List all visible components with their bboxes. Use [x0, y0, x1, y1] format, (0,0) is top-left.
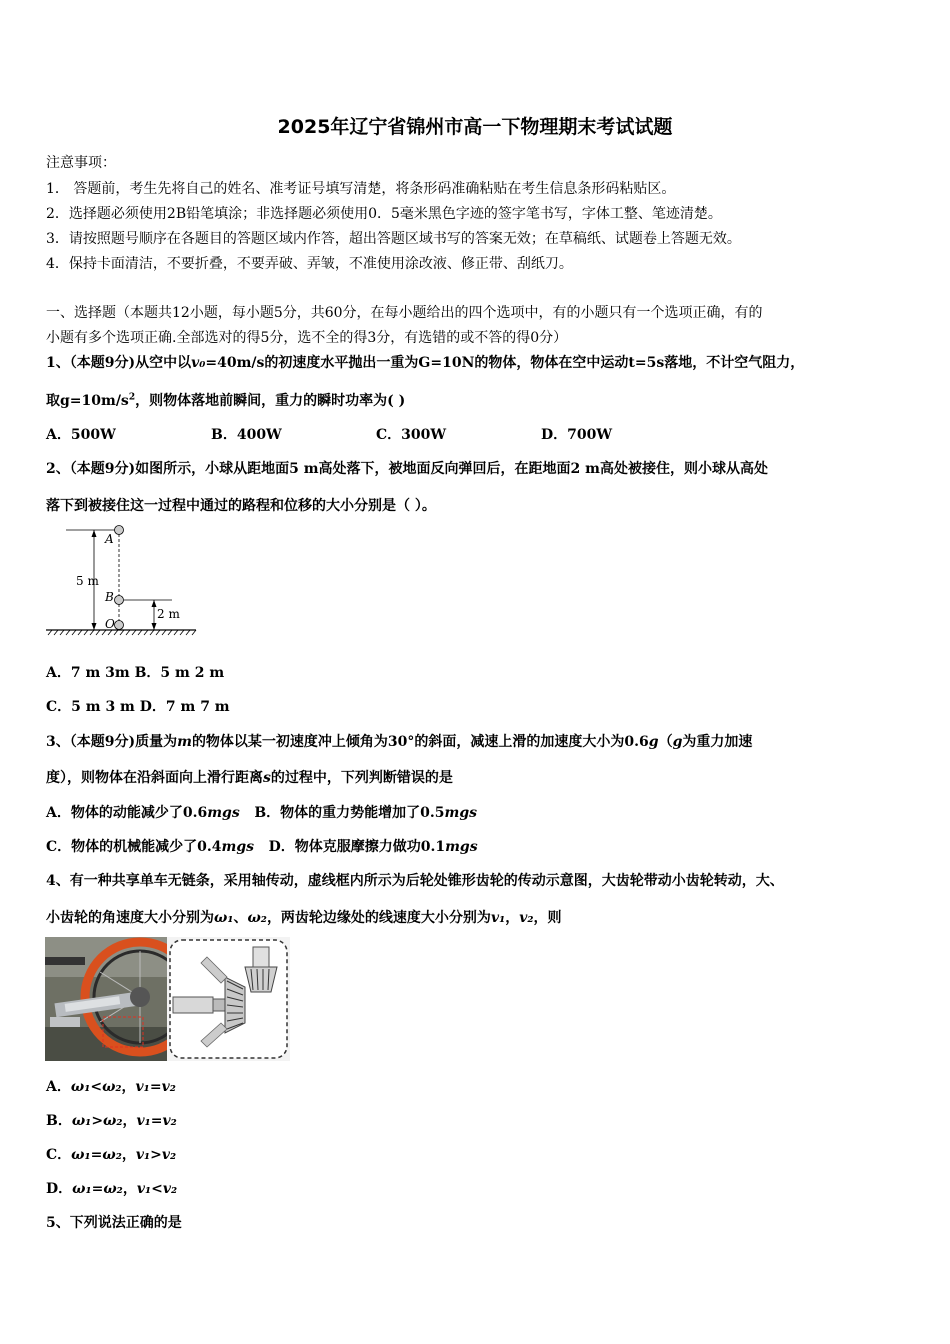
q3-option-c-var: mgs: [221, 839, 254, 855]
q2-options-row-1[interactable]: A．7 m 3m B．5 m 2 m: [46, 665, 225, 681]
notice-item-1: 1． 答题前，考生先将自己的姓名、准考证号填写清楚，将条形码准确粘贴在考生信息条形码粘贴区。: [46, 181, 676, 197]
q1-v0: v₀: [191, 355, 206, 371]
q3-option-a-var: mgs: [207, 805, 240, 821]
q4-option-a-v1: v₁: [135, 1079, 150, 1095]
q4-option-d-w2: ω₂: [103, 1181, 123, 1197]
q4-v2: v₂: [519, 910, 534, 926]
q3-line-1: [46, 731, 752, 751]
q4-option-a[interactable]: [46, 1076, 176, 1096]
q4-option-b-w1: ω₁: [71, 1113, 92, 1129]
q3-option-c-text: C．物体的机械能减少了0.4: [46, 839, 222, 855]
q4-option-a-v2: v₂: [161, 1079, 176, 1095]
q3-options-row-2: [46, 836, 478, 856]
q4-line-2: [46, 907, 562, 927]
q4-option-b-v1: v₁: [136, 1113, 151, 1129]
q2-line-1: 2、（本题9分)如图所示，小球从距地面5 m高处落下，被地面反向弹回后，在距地面2 m高处被接住，则小球从高处: [46, 461, 768, 477]
q3-text-d: 为重力加速: [682, 734, 753, 750]
notice-item-3: 3．请按照题号顺序在各题目的答题区域内作答，超出答题区域书写的答案无效；在草稿纸、试题卷上答题无效。: [46, 231, 741, 247]
q4-option-c-rel2: >: [150, 1147, 162, 1163]
q3-text-a: 3、（本题9分)质量为: [46, 734, 178, 750]
q1-options: [46, 424, 612, 444]
q2-label-o: O: [105, 617, 115, 631]
q3-var-g1: g: [648, 734, 659, 750]
q3-var-m: m: [177, 734, 192, 750]
q2-label-2m: 2 m: [157, 607, 180, 621]
q4-option-d-letter: D．: [46, 1181, 73, 1197]
section-intro-line-1: 一、选择题（本题共12小题，每小题5分，共60分，在每小题给出的四个选项中，有的小题只有一个选项正确，有的: [46, 305, 763, 321]
q4-option-b-rel1: >: [91, 1113, 104, 1129]
q1-text-c: 取g=10m/s: [46, 393, 129, 409]
q4-line-1: 4、有一种共享单车无链条，采用轴传动，虚线框内所示为后轮处锥形齿轮的传动示意图，大齿轮带动小齿轮转动，大、: [46, 873, 784, 889]
q1-option-a[interactable]: A．500W: [46, 427, 116, 443]
q4-option-c[interactable]: [46, 1144, 176, 1164]
q1-text-b: =40m/s的初速度水平抛出一重为G=10N的物体，物体在空中运动t=5s落地，不计空气阻力，: [205, 355, 805, 371]
q3-option-b-text: B．物体的重力势能增加了0.5: [254, 805, 445, 821]
q4-bike-photo: [45, 937, 168, 1061]
section-intro-line-2: 小题有多个选项正确.全部选对的得5分，选不全的得3分，有选错的或不答的得0分）: [46, 330, 568, 346]
q3-line-2: [46, 767, 453, 787]
q3-options-row-1: [46, 802, 477, 822]
q4-option-b-w2: ω₂: [103, 1113, 123, 1129]
q4-option-a-w1: ω₁: [70, 1079, 91, 1095]
q3-option-a-text: A．物体的动能减少了0.6: [46, 805, 208, 821]
q4-option-d[interactable]: [46, 1178, 177, 1198]
q1-line-2: [46, 390, 405, 410]
q4-option-b-letter: B．: [46, 1113, 72, 1129]
q5-line-1: 5、下列说法正确的是: [46, 1215, 182, 1231]
q1-option-d[interactable]: D．700W: [541, 427, 613, 443]
q2-ball-a: [115, 526, 124, 535]
q4-option-c-v1: v₁: [135, 1147, 151, 1163]
q4-text-c: ，则: [533, 910, 562, 926]
q4-text-a: 小齿轮的角速度大小分别为: [46, 910, 214, 926]
q4-option-c-w1: ω₁: [71, 1147, 91, 1163]
q2-label-5m: 5 m: [76, 574, 99, 588]
q2-ground: [46, 630, 196, 635]
q4-option-d-rel1: =: [91, 1181, 104, 1197]
q2-label-b: B: [105, 590, 114, 604]
q4-option-b[interactable]: [46, 1110, 177, 1130]
q3-option-b[interactable]: [254, 805, 477, 821]
q2-options-row-2[interactable]: C．5 m 3 m D．7 m 7 m: [46, 699, 230, 715]
q4-option-a-w2: ω₂: [102, 1079, 122, 1095]
q4-option-d-comma: ，: [122, 1181, 137, 1197]
q3-option-b-var: mgs: [444, 805, 478, 821]
notice-item-2: 2．选择题必须使用2B铅笔填涂；非选择题必须使用0．5毫米黑色字迹的签字笔书写，字体工整、笔迹清楚。: [46, 206, 722, 222]
notice-heading: 注意事项：: [46, 155, 116, 171]
q3-text-c: （: [658, 734, 673, 750]
q2-ball-o: [115, 621, 124, 630]
q3-option-a[interactable]: [46, 805, 240, 821]
q4-sep-1: 、: [233, 910, 248, 926]
q4-v1: v₁: [490, 910, 506, 926]
q3-option-d[interactable]: [269, 839, 478, 855]
q4-omega2: ω₂: [247, 910, 267, 926]
q3-var-g2: g: [672, 734, 683, 750]
notice-item-4: 4．保持卡面清洁，不要折叠，不要弄破、弄皱，不准使用涂改液、修正带、刮纸刀。: [46, 256, 573, 272]
q3-var-s: s: [263, 770, 271, 786]
q1-line-1: [46, 352, 804, 372]
q2-line-2: 落下到被接住这一过程中通过的路程和位移的大小分别是（ ）。: [46, 498, 436, 514]
q4-option-c-comma: ，: [121, 1147, 136, 1163]
q4-option-d-v2: v₂: [162, 1181, 178, 1197]
q3-text-f: 的过程中，下列判断错误的是: [270, 770, 453, 786]
q3-option-c[interactable]: [46, 839, 254, 855]
q4-option-d-rel2: <: [151, 1181, 163, 1197]
q4-option-b-comma: ，: [122, 1113, 137, 1129]
q1-text-d: ，则物体落地前瞬间，重力的瞬时功率为( ): [135, 393, 406, 409]
q4-option-c-letter: C．: [46, 1147, 72, 1163]
q4-gear-diagram: [167, 937, 290, 1061]
q4-option-a-rel2: =: [149, 1079, 162, 1095]
q4-option-c-rel1: =: [90, 1147, 103, 1163]
q1-option-c[interactable]: C．300W: [376, 427, 447, 443]
q4-option-a-letter: A．: [46, 1079, 71, 1095]
q2-label-a: A: [105, 532, 114, 546]
q4-option-a-rel1: <: [90, 1079, 103, 1095]
q1-text-a: 1、（本题9分)从空中以: [46, 355, 192, 371]
exam-title: 2025年辽宁省锦州市高一下物理期末考试试题: [277, 116, 673, 138]
q1-sup: 2: [128, 392, 136, 403]
q1-option-b[interactable]: B．400W: [211, 427, 282, 443]
q3-text-e: 度），则物体在沿斜面向上滑行距离: [46, 770, 263, 786]
q3-option-d-text: D．物体克服摩擦力做功0.1: [268, 839, 446, 855]
q4-option-c-w2: ω₂: [102, 1147, 122, 1163]
q4-option-b-rel2: =: [150, 1113, 163, 1129]
q4-option-b-v2: v₂: [162, 1113, 177, 1129]
q4-option-c-v2: v₂: [161, 1147, 177, 1163]
q4-omega1: ω₁: [214, 910, 234, 926]
q4-option-a-comma: ，: [121, 1079, 136, 1095]
q2-ball-b: [115, 596, 124, 605]
q3-option-d-var: mgs: [445, 839, 478, 855]
q3-text-b: 的物体以某一初速度冲上倾角为30°的斜面，减速上滑的加速度大小为0.6: [191, 734, 649, 750]
q4-option-d-v1: v₁: [136, 1181, 152, 1197]
q4-text-b: ，两齿轮边缘处的线速度大小分别为: [266, 910, 491, 926]
q2-figure: [44, 520, 204, 640]
q4-option-d-w1: ω₁: [72, 1181, 92, 1197]
q4-sep-2: ，: [505, 910, 520, 926]
